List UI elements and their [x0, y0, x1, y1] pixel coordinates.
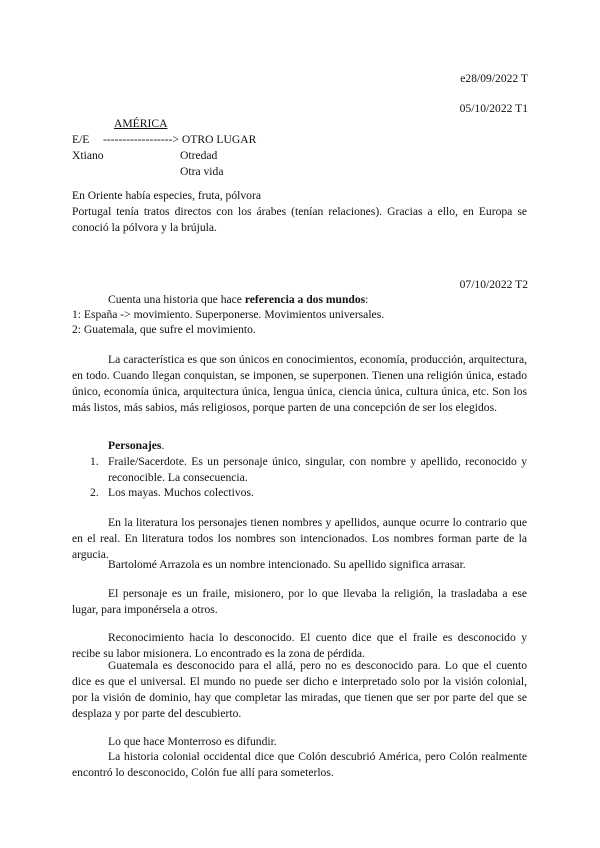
paragraph-reconocimiento: Reconocimiento hacia lo desconocido. El cuento dice que el fraile es desconocido y recibe su labor misionera. Lo encontrado es la zona de pérdida.	[72, 631, 527, 660]
personajes-heading-text: Personajes	[108, 439, 162, 452]
paragraph-caracteristica: La característica es que son únicos en conocimientos, economía, producción, arquitectura, en todo. Cuando llegan conquistan, se imponen, se superponen. Tienen una religión única, estado único, economía única, arquitectura única, lengua única, ciencia única, cultura única, etc. Son los más listos, más sabios, más religiosos, porque parten de una concepción de ser los elegidos.	[72, 353, 527, 414]
date-3: 07/10/2022 T2	[459, 278, 528, 291]
paragraph-historia	[72, 292, 527, 308]
scheme-right-3: Otra vida	[180, 165, 224, 178]
paragraph-portugal: Portugal tenía tratos directos con los árabes (tenían relaciones). Gracias a ello, en Europa se conoció la pólvora y la brújula.	[72, 205, 527, 234]
scheme-left-2: Xtiano	[72, 149, 104, 162]
historia-prefix: Cuenta una historia que hace	[108, 293, 245, 306]
date-2: 05/10/2022 T1	[459, 102, 528, 115]
paragraph-oriente: En Oriente había especies, fruta, pólvora	[72, 189, 261, 202]
list-item-number: 1.	[90, 455, 99, 468]
paragraph-colonial: La historia colonial occidental dice que Colón descubrió América, pero Colón realmente encontró lo desconocido, Colón fue allí para someterlos.	[72, 750, 527, 779]
paragraph-personaje: El personaje es un fraile, misionero, por lo que llevaba la religión, la trasladaba a ese lugar, para imponérsela a otros.	[72, 587, 527, 616]
paragraph-bartolome: Bartolomé Arrazola es un nombre intencionado. Su apellido significa arrasar.	[108, 558, 466, 571]
personajes-heading-suffix: .	[161, 439, 165, 452]
date-1: e28/09/2022 T	[460, 72, 528, 85]
list-item	[90, 485, 527, 501]
personajes-heading	[72, 438, 527, 454]
paragraph-literatura: En la literatura los personajes tienen nombres y apellidos, aunque ocurre lo contrario que en el real. En literatura todos los nombres son intencionados. Los nombres forman parte de la argucia.	[72, 516, 527, 561]
scheme-left-1: E/E	[72, 133, 90, 146]
historia-bold: referencia a dos mundos	[244, 293, 366, 306]
scheme-title: AMÉRICA	[114, 117, 168, 130]
paragraph-guatemala: Guatemala es desconocido para el allá, pero no es desconocido para. Lo que el cuento dice es que el universal. El mundo no puede ser dicho e interpretado solo por la visión colonial, por la visión de dominio, hay que completar las miradas, que tienen que ser por parte del que se desplaza y por parte del descubierto.	[72, 659, 527, 720]
list-item-text: Los mayas. Muchos colectivos.	[108, 486, 254, 499]
paragraph-monterroso: Lo que hace Monterroso es difundir.	[108, 735, 277, 748]
list-item-number: 2.	[90, 486, 99, 499]
scheme-right-2: Otredad	[180, 149, 218, 162]
scheme-arrow: ------------------> OTRO LUGAR	[103, 133, 257, 146]
item-espana: 1: España -> movimiento. Superponerse. Movimientos universales.	[72, 308, 385, 321]
list-item	[90, 454, 527, 486]
item-guatemala: 2: Guatemala, que sufre el movimiento.	[72, 323, 256, 336]
list-item-text: Fraile/Sacerdote. Es un personaje único, singular, con nombre y apellido, reconocido y reconocible. La consecuencia.	[108, 455, 527, 484]
historia-suffix: :	[365, 293, 369, 306]
